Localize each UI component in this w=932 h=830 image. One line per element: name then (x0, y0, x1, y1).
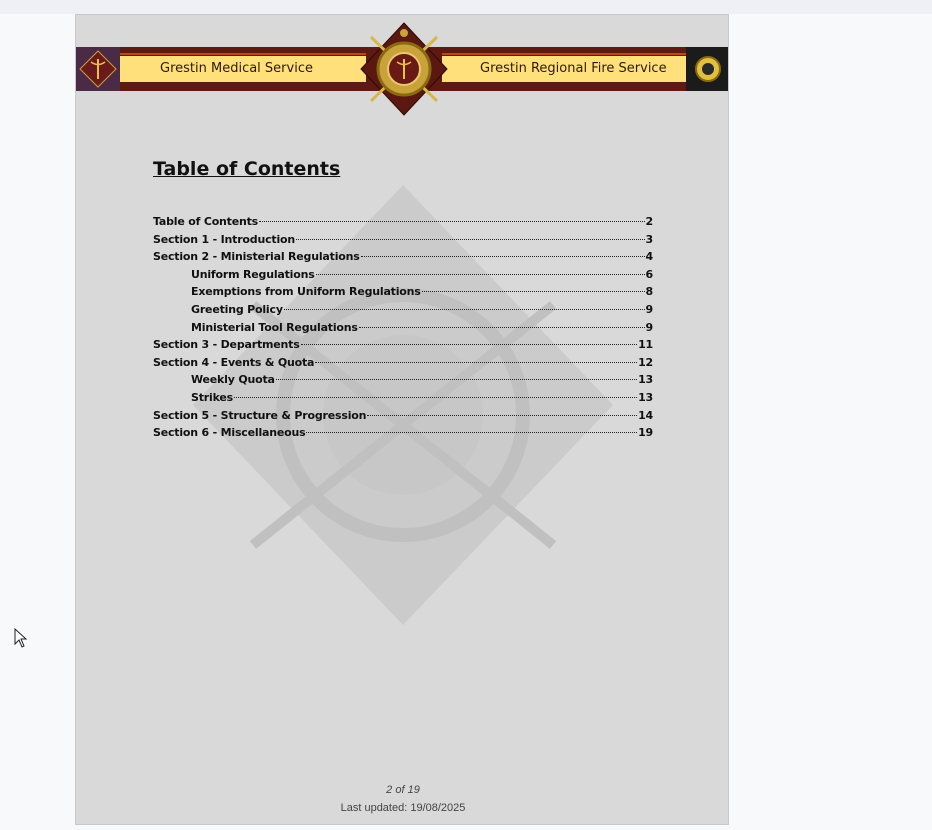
page-indicator: 2 of 19 (386, 784, 420, 796)
toc-entry-page: 8 (645, 285, 653, 299)
toc-entry[interactable] (153, 285, 653, 303)
mouse-cursor-icon (14, 628, 28, 648)
toc-entry-label: Section 2 - Ministerial Regulations (153, 250, 360, 264)
toc-entry-label: Exemptions from Uniform Regulations (191, 285, 421, 299)
toc-entry-page: 13 (638, 390, 653, 404)
toc-leader-dots (361, 256, 645, 257)
medical-logo-icon (76, 47, 120, 91)
toc-entry-page: 6 (645, 267, 653, 281)
toc-entry-page: 9 (645, 320, 653, 334)
toc-entry-label: Greeting Policy (191, 302, 283, 316)
toc-leader-dots (276, 379, 637, 380)
toc-entry-page: 14 (638, 408, 653, 422)
toc-entry[interactable] (153, 338, 653, 356)
toc-entry[interactable] (153, 321, 653, 339)
toc-entry-page: 13 (638, 373, 653, 387)
toc-leader-dots (422, 291, 645, 292)
toc-entry-label: Weekly Quota (191, 373, 275, 387)
toc-entry-label: Section 1 - Introduction (153, 232, 296, 246)
toc-entry[interactable] (153, 250, 653, 268)
toc-entry-page: 11 (638, 338, 653, 352)
toc-leader-dots (234, 397, 637, 398)
toc-leader-dots (284, 309, 645, 310)
viewer-top-bar (0, 0, 932, 14)
fire-service-logo-icon (686, 47, 729, 91)
toc-entry[interactable] (153, 268, 653, 286)
central-emblem-icon (359, 21, 449, 117)
toc-entry[interactable] (153, 303, 653, 321)
toc-entry-page: 9 (645, 302, 653, 316)
toc-leader-dots (316, 274, 645, 275)
toc-leader-dots (306, 432, 637, 433)
toc-entry-page: 3 (645, 232, 653, 246)
table-of-contents (153, 215, 653, 444)
toc-entry[interactable] (153, 391, 653, 409)
toc-entry-label: Strikes (191, 390, 234, 404)
toc-entry[interactable] (153, 215, 653, 233)
toc-leader-dots (296, 239, 644, 240)
toc-entry-label: Section 6 - Miscellaneous (153, 426, 306, 440)
toc-leader-dots (259, 221, 644, 222)
toc-entry[interactable] (153, 426, 653, 444)
toc-entry-label: Table of Contents (153, 215, 259, 228)
document-page (75, 14, 729, 825)
toc-entry-label: Uniform Regulations (191, 267, 315, 281)
toc-heading: Table of Contents (153, 158, 341, 180)
toc-entry-page: 2 (645, 215, 653, 228)
toc-entry[interactable] (153, 356, 653, 374)
toc-entry-label: Section 4 - Events & Quota (153, 355, 315, 369)
toc-entry-page: 4 (645, 250, 653, 264)
toc-entry[interactable] (153, 373, 653, 391)
toc-entry-label: Section 3 - Departments (153, 338, 300, 352)
fire-service-title: Grestin Regional Fire Service (480, 61, 667, 76)
toc-entry-page: 12 (638, 355, 653, 369)
toc-leader-dots (301, 344, 638, 345)
toc-leader-dots (359, 327, 645, 328)
toc-entry-label: Ministerial Tool Regulations (191, 320, 358, 334)
toc-leader-dots (315, 362, 637, 363)
last-updated: Last updated: 19/08/2025 (340, 802, 466, 814)
toc-leader-dots (367, 415, 637, 416)
toc-entry-page: 19 (638, 426, 653, 440)
medical-service-title: Grestin Medical Service (160, 61, 313, 76)
toc-entry-label: Section 5 - Structure & Progression (153, 408, 367, 422)
toc-entry[interactable] (153, 233, 653, 251)
toc-entry[interactable] (153, 409, 653, 427)
